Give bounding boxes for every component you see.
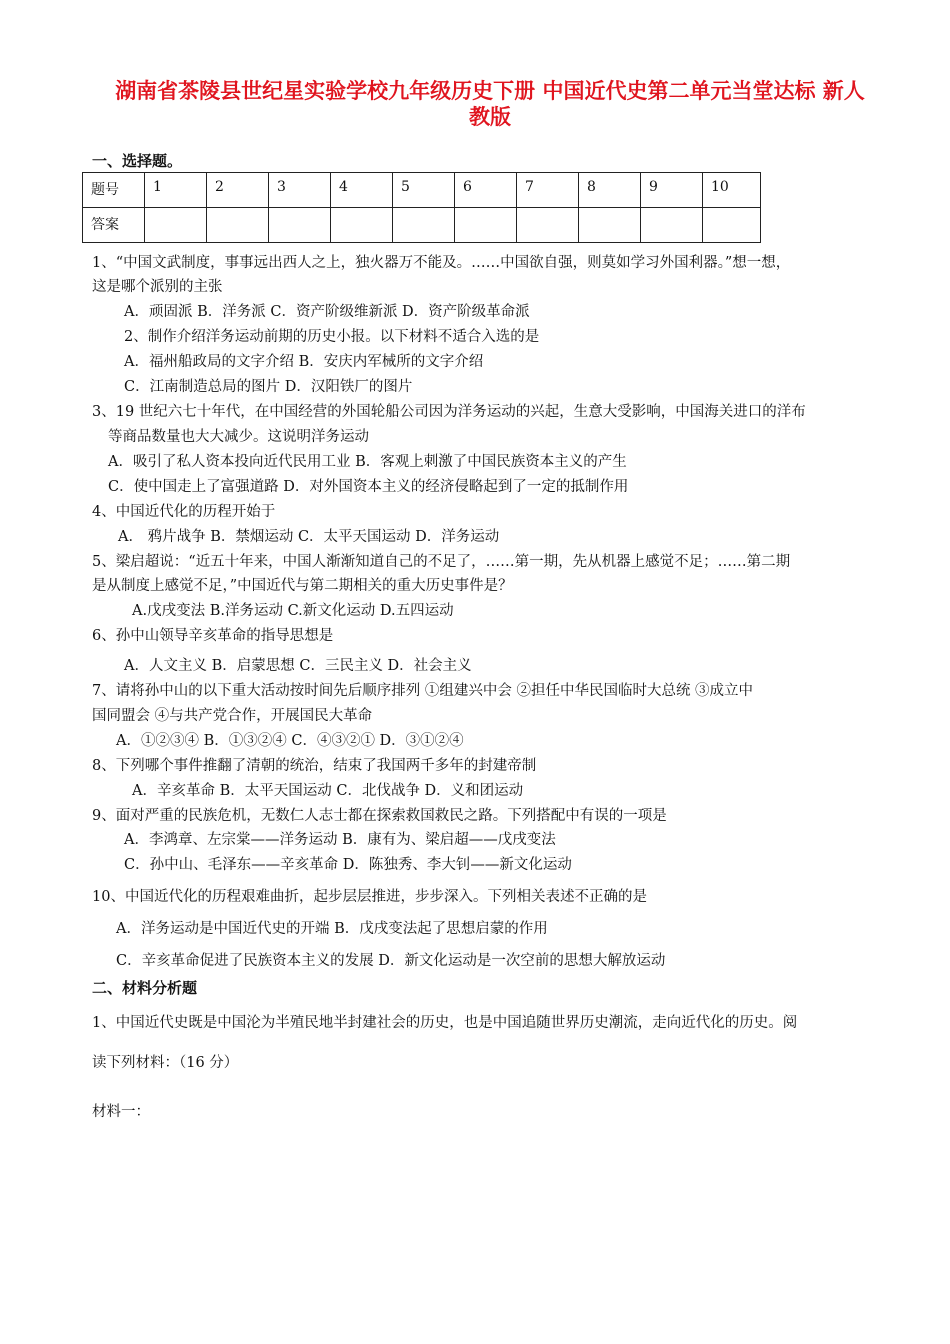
table-cell-number: 2 [207, 173, 269, 208]
question-text: 7、请将孙中山的以下重大活动按时间先后顺序排列 ①组建兴中会 ②担任中华民国临时大总统 ③成立中 [92, 683, 754, 699]
option-line: A．辛亥革命 B．太平天国运动 C．北伐战争 D．义和团运动 [132, 783, 524, 799]
question-text: 1、“中国文武制度，事事远出西人之上，独火器万不能及。……中国欲自强，则莫如学习外国利器。”想一想， [92, 255, 791, 271]
option-line: A．洋务运动是中国近代史的开端 B．戊戌变法起了思想启蒙的作用 [116, 921, 548, 937]
title-line-1: 湖南省茶陵县世纪星实验学校九年级历史下册 中国近代史第二单元当堂达标 新人 [115, 79, 865, 103]
section-heading-choice: 一、选择题。 [92, 152, 183, 170]
analysis-text: 1、中国近代史既是中国沦为半殖民地半封建社会的历史，也是中国追随世界历史潮流，走向近代化的历史。阅 [92, 1015, 798, 1031]
question-text: 8、下列哪个事件推翻了清朝的统治，结束了我国两千多年的封建帝制 [92, 758, 537, 774]
answer-cell[interactable] [641, 208, 703, 243]
option-line: A．李鸿章、左宗棠——洋务运动 B．康有为、梁启超——戊戌变法 [124, 832, 556, 848]
question-text: 10、中国近代化的历程艰难曲折，起步层层推进，步步深入。下列相关表述不正确的是 [92, 889, 647, 905]
question-text: 9、面对严重的民族危机，无数仁人志士都在探索救国救民之路。下列搭配中有误的一项是 [92, 808, 667, 824]
question-text: 国同盟会 ④与共产党合作，开展国民大革命 [92, 708, 373, 724]
table-cell-number: 7 [517, 173, 579, 208]
question-text: 2、制作介绍洋务运动前期的历史小报。以下材料不适合入选的是 [124, 329, 540, 345]
question-text: 6、孙中山领导辛亥革命的指导思想是 [92, 628, 334, 644]
answer-cell[interactable] [517, 208, 579, 243]
answer-cell[interactable] [145, 208, 207, 243]
question-text: 4、中国近代化的历程开始于 [92, 504, 276, 520]
question-text: 是从制度上感觉不足，”中国近代与第二期相关的重大历史事件是？ [92, 578, 513, 594]
option-line: A．吸引了私人资本投向近代民用工业 B．客观上刺激了中国民族资本主义的产生 [108, 454, 627, 470]
table-cell-number: 3 [269, 173, 331, 208]
option-line: A．①②③④ B．①③②④ C．④③②① D．③①②④ [116, 733, 464, 749]
table-cell-number: 10 [703, 173, 761, 208]
table-row-numbers [83, 173, 761, 208]
table-cell-label: 答案 [83, 208, 145, 243]
answer-cell[interactable] [207, 208, 269, 243]
analysis-text: 读下列材料：（16 分） [92, 1055, 239, 1071]
question-text: 3、19 世纪六七十年代，在中国经营的外国轮船公司因为洋务运动的兴起，生意大受影响，中国海关进口的洋布 [92, 404, 806, 420]
answer-cell[interactable] [331, 208, 393, 243]
option-line: C．使中国走上了富强道路 D．对外国资本主义的经济侵略起到了一定的抵制作用 [108, 479, 629, 495]
option-line: A.戊戌变法 B.洋务运动 C.新文化运动 D.五四运动 [132, 603, 454, 619]
document-title [60, 78, 920, 130]
question-text: 等商品数量也大大减少。这说明洋务运动 [108, 429, 369, 445]
option-line: C．江南制造总局的图片 D．汉阳铁厂的图片 [124, 379, 413, 395]
table-cell-number: 4 [331, 173, 393, 208]
section-heading-analysis: 二、材料分析题 [92, 979, 198, 997]
option-line: A．福州船政局的文字介绍 B．安庆内军械所的文字介绍 [124, 354, 484, 370]
table-cell-number: 8 [579, 173, 641, 208]
answer-cell[interactable] [455, 208, 517, 243]
option-line: A．人文主义 B．启蒙思想 C．三民主义 D．社会主义 [124, 658, 472, 674]
answer-cell[interactable] [703, 208, 761, 243]
table-cell-label: 题号 [83, 173, 145, 208]
answer-cell[interactable] [269, 208, 331, 243]
table-cell-number: 9 [641, 173, 703, 208]
option-line: A．顽固派 B．洋务派 C．资产阶级维新派 D．资产阶级革命派 [124, 304, 530, 320]
table-cell-number: 6 [455, 173, 517, 208]
answer-cell[interactable] [393, 208, 455, 243]
table-cell-number: 5 [393, 173, 455, 208]
title-line-2: 教版 [469, 105, 511, 129]
option-line: C．孙中山、毛泽东——辛亥革命 D．陈独秀、李大钊——新文化运动 [124, 857, 572, 873]
question-text: 5、梁启超说：“近五十年来，中国人渐渐知道自己的不足了，……第一期，先从机器上感觉不足；……第二期 [92, 554, 791, 570]
material-label: 材料一： [92, 1104, 150, 1120]
question-text: 这是哪个派别的主张 [92, 279, 223, 295]
answer-cell[interactable] [579, 208, 641, 243]
table-row-answers [83, 208, 761, 243]
answer-table [82, 172, 761, 243]
table-cell-number: 1 [145, 173, 207, 208]
option-line: A． 鸦片战争 B．禁烟运动 C．太平天国运动 D．洋务运动 [118, 529, 500, 545]
option-line: C．辛亥革命促进了民族资本主义的发展 D．新文化运动是一次空前的思想大解放运动 [116, 953, 666, 969]
